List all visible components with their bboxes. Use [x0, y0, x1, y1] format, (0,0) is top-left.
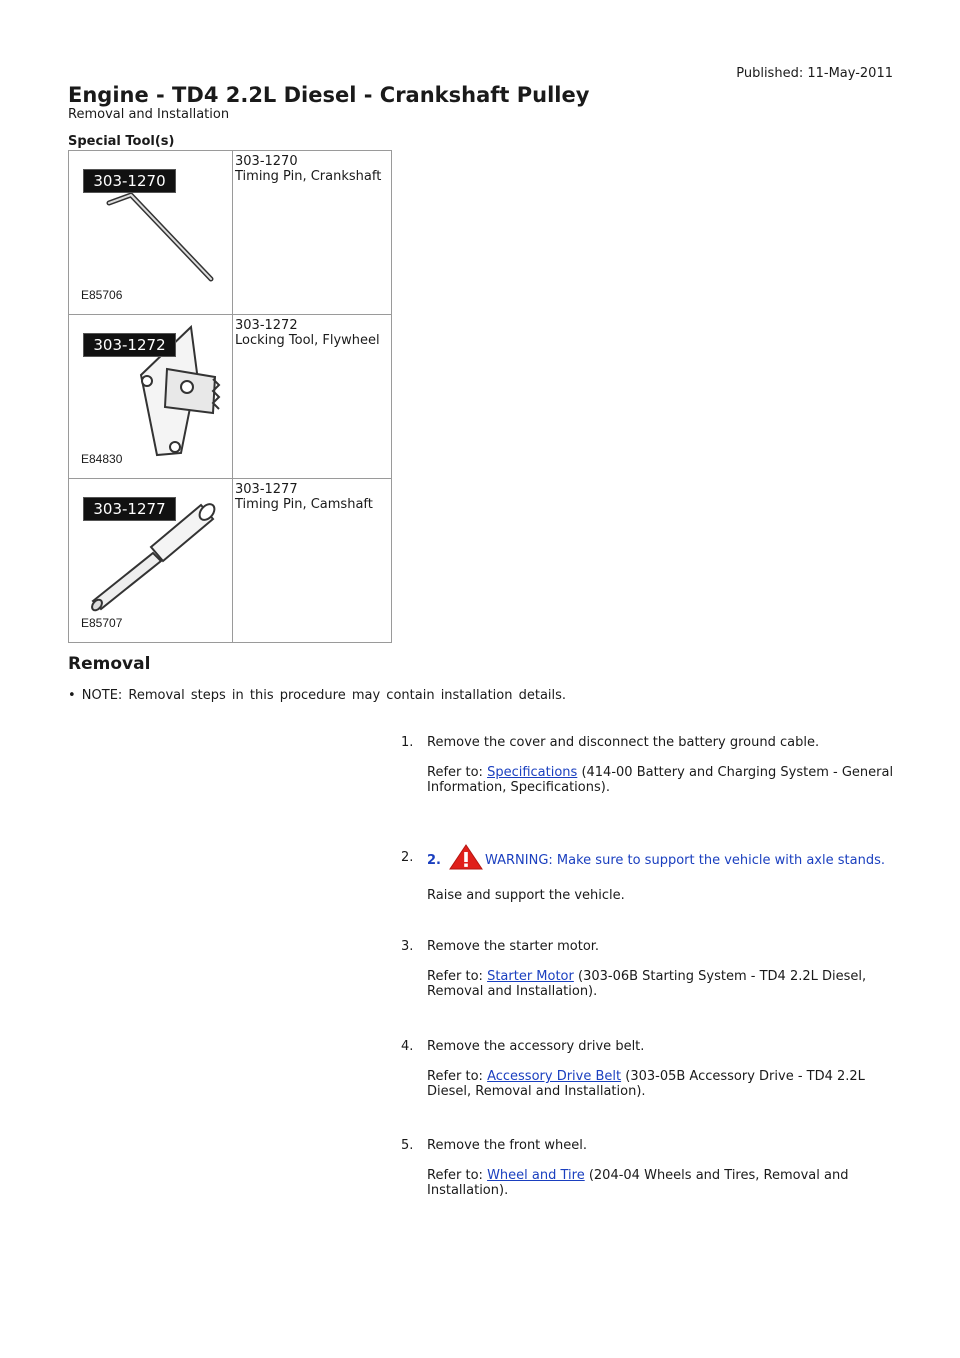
step-number: 1.: [401, 735, 414, 750]
step-reference: [427, 1168, 897, 1198]
image-code: E84830: [81, 452, 123, 466]
step-instruction: Raise and support the vehicle.: [427, 888, 625, 903]
tool-number: 303-1270: [235, 154, 298, 169]
warning-step-label: 2.: [427, 853, 441, 868]
tool-image-camshaft-pin: [69, 479, 232, 642]
specifications-link[interactable]: Specifications: [487, 765, 578, 780]
reference-prefix: Refer to:: [427, 969, 488, 984]
reference-prefix: Refer to:: [427, 765, 488, 780]
step-reference: [427, 765, 897, 795]
accessory-drive-belt-link[interactable]: Accessory Drive Belt: [487, 1069, 622, 1084]
page-subtitle: Removal and Installation: [68, 107, 230, 122]
tool-name: Timing Pin, Camshaft: [235, 497, 373, 512]
wheel-and-tire-link[interactable]: Wheel and Tire: [487, 1168, 585, 1183]
reference-suffix: (303-05B Accessory Drive - TD4 2.2L Diesel, Removal and Installation).: [427, 1069, 865, 1099]
tool-tag: 303-1277: [83, 497, 176, 521]
step-instruction: Remove the front wheel.: [427, 1138, 588, 1153]
step-number: 2.: [401, 850, 414, 865]
removal-note: • NOTE: Removal steps in this procedure may contain installation details.: [68, 688, 567, 703]
tool-image-crankshaft-pin: [69, 151, 232, 314]
warning-text: WARNING: Make sure to support the vehicle with axle stands.: [484, 853, 885, 868]
step-reference: [427, 1069, 897, 1099]
step-5: [427, 1138, 897, 1198]
tool-row: [69, 315, 392, 479]
step-number: 4.: [401, 1039, 414, 1054]
tool-description-cell: [233, 479, 392, 643]
step-instruction: Remove the accessory drive belt.: [427, 1039, 645, 1054]
step-1: [427, 735, 897, 795]
step-3: [427, 939, 897, 999]
tool-image-cell: [69, 315, 233, 479]
tool-tag: 303-1272: [83, 333, 176, 357]
tool-number: 303-1277: [235, 482, 298, 497]
tool-tag: 303-1270: [83, 169, 176, 193]
special-tools-table: [68, 150, 392, 643]
published-date: Published: 11-May-2011: [736, 66, 893, 81]
tool-row: [69, 479, 392, 643]
step-4: [427, 1039, 897, 1099]
step-number: 3.: [401, 939, 414, 954]
starter-motor-link[interactable]: Starter Motor: [487, 969, 574, 984]
tool-description-cell: [233, 315, 392, 479]
tool-image-cell: [69, 151, 233, 315]
tool-row: [69, 151, 392, 315]
page-title: Engine - TD4 2.2L Diesel - Crankshaft Pulley: [68, 83, 590, 107]
step-reference: [427, 969, 897, 999]
step-2: [427, 844, 897, 903]
step-instruction: Remove the starter motor.: [427, 939, 600, 954]
special-tools-heading: Special Tool(s): [68, 134, 175, 149]
removal-heading: Removal: [68, 654, 151, 674]
reference-prefix: Refer to:: [427, 1168, 488, 1183]
step-instruction: Remove the cover and disconnect the battery ground cable.: [427, 735, 820, 750]
warning-block: [427, 844, 897, 874]
tool-number: 303-1272: [235, 318, 298, 333]
reference-suffix: (414-00 Battery and Charging System - General Information, Specifications).: [427, 765, 894, 795]
warning-triangle-icon: [449, 844, 483, 874]
tool-name: Locking Tool, Flywheel: [235, 333, 380, 348]
tool-name: Timing Pin, Crankshaft: [235, 169, 382, 184]
step-number: 5.: [401, 1138, 414, 1153]
reference-suffix: (303-06B Starting System - TD4 2.2L Diesel, Removal and Installation).: [427, 969, 867, 999]
image-code: E85706: [81, 288, 123, 302]
tool-description-cell: [233, 151, 392, 315]
reference-suffix: (204-04 Wheels and Tires, Removal and Installation).: [427, 1168, 849, 1198]
tool-image-cell: [69, 479, 233, 643]
tool-image-flywheel-lock: [69, 315, 232, 478]
image-code: E85707: [81, 616, 123, 630]
reference-prefix: Refer to:: [427, 1069, 488, 1084]
